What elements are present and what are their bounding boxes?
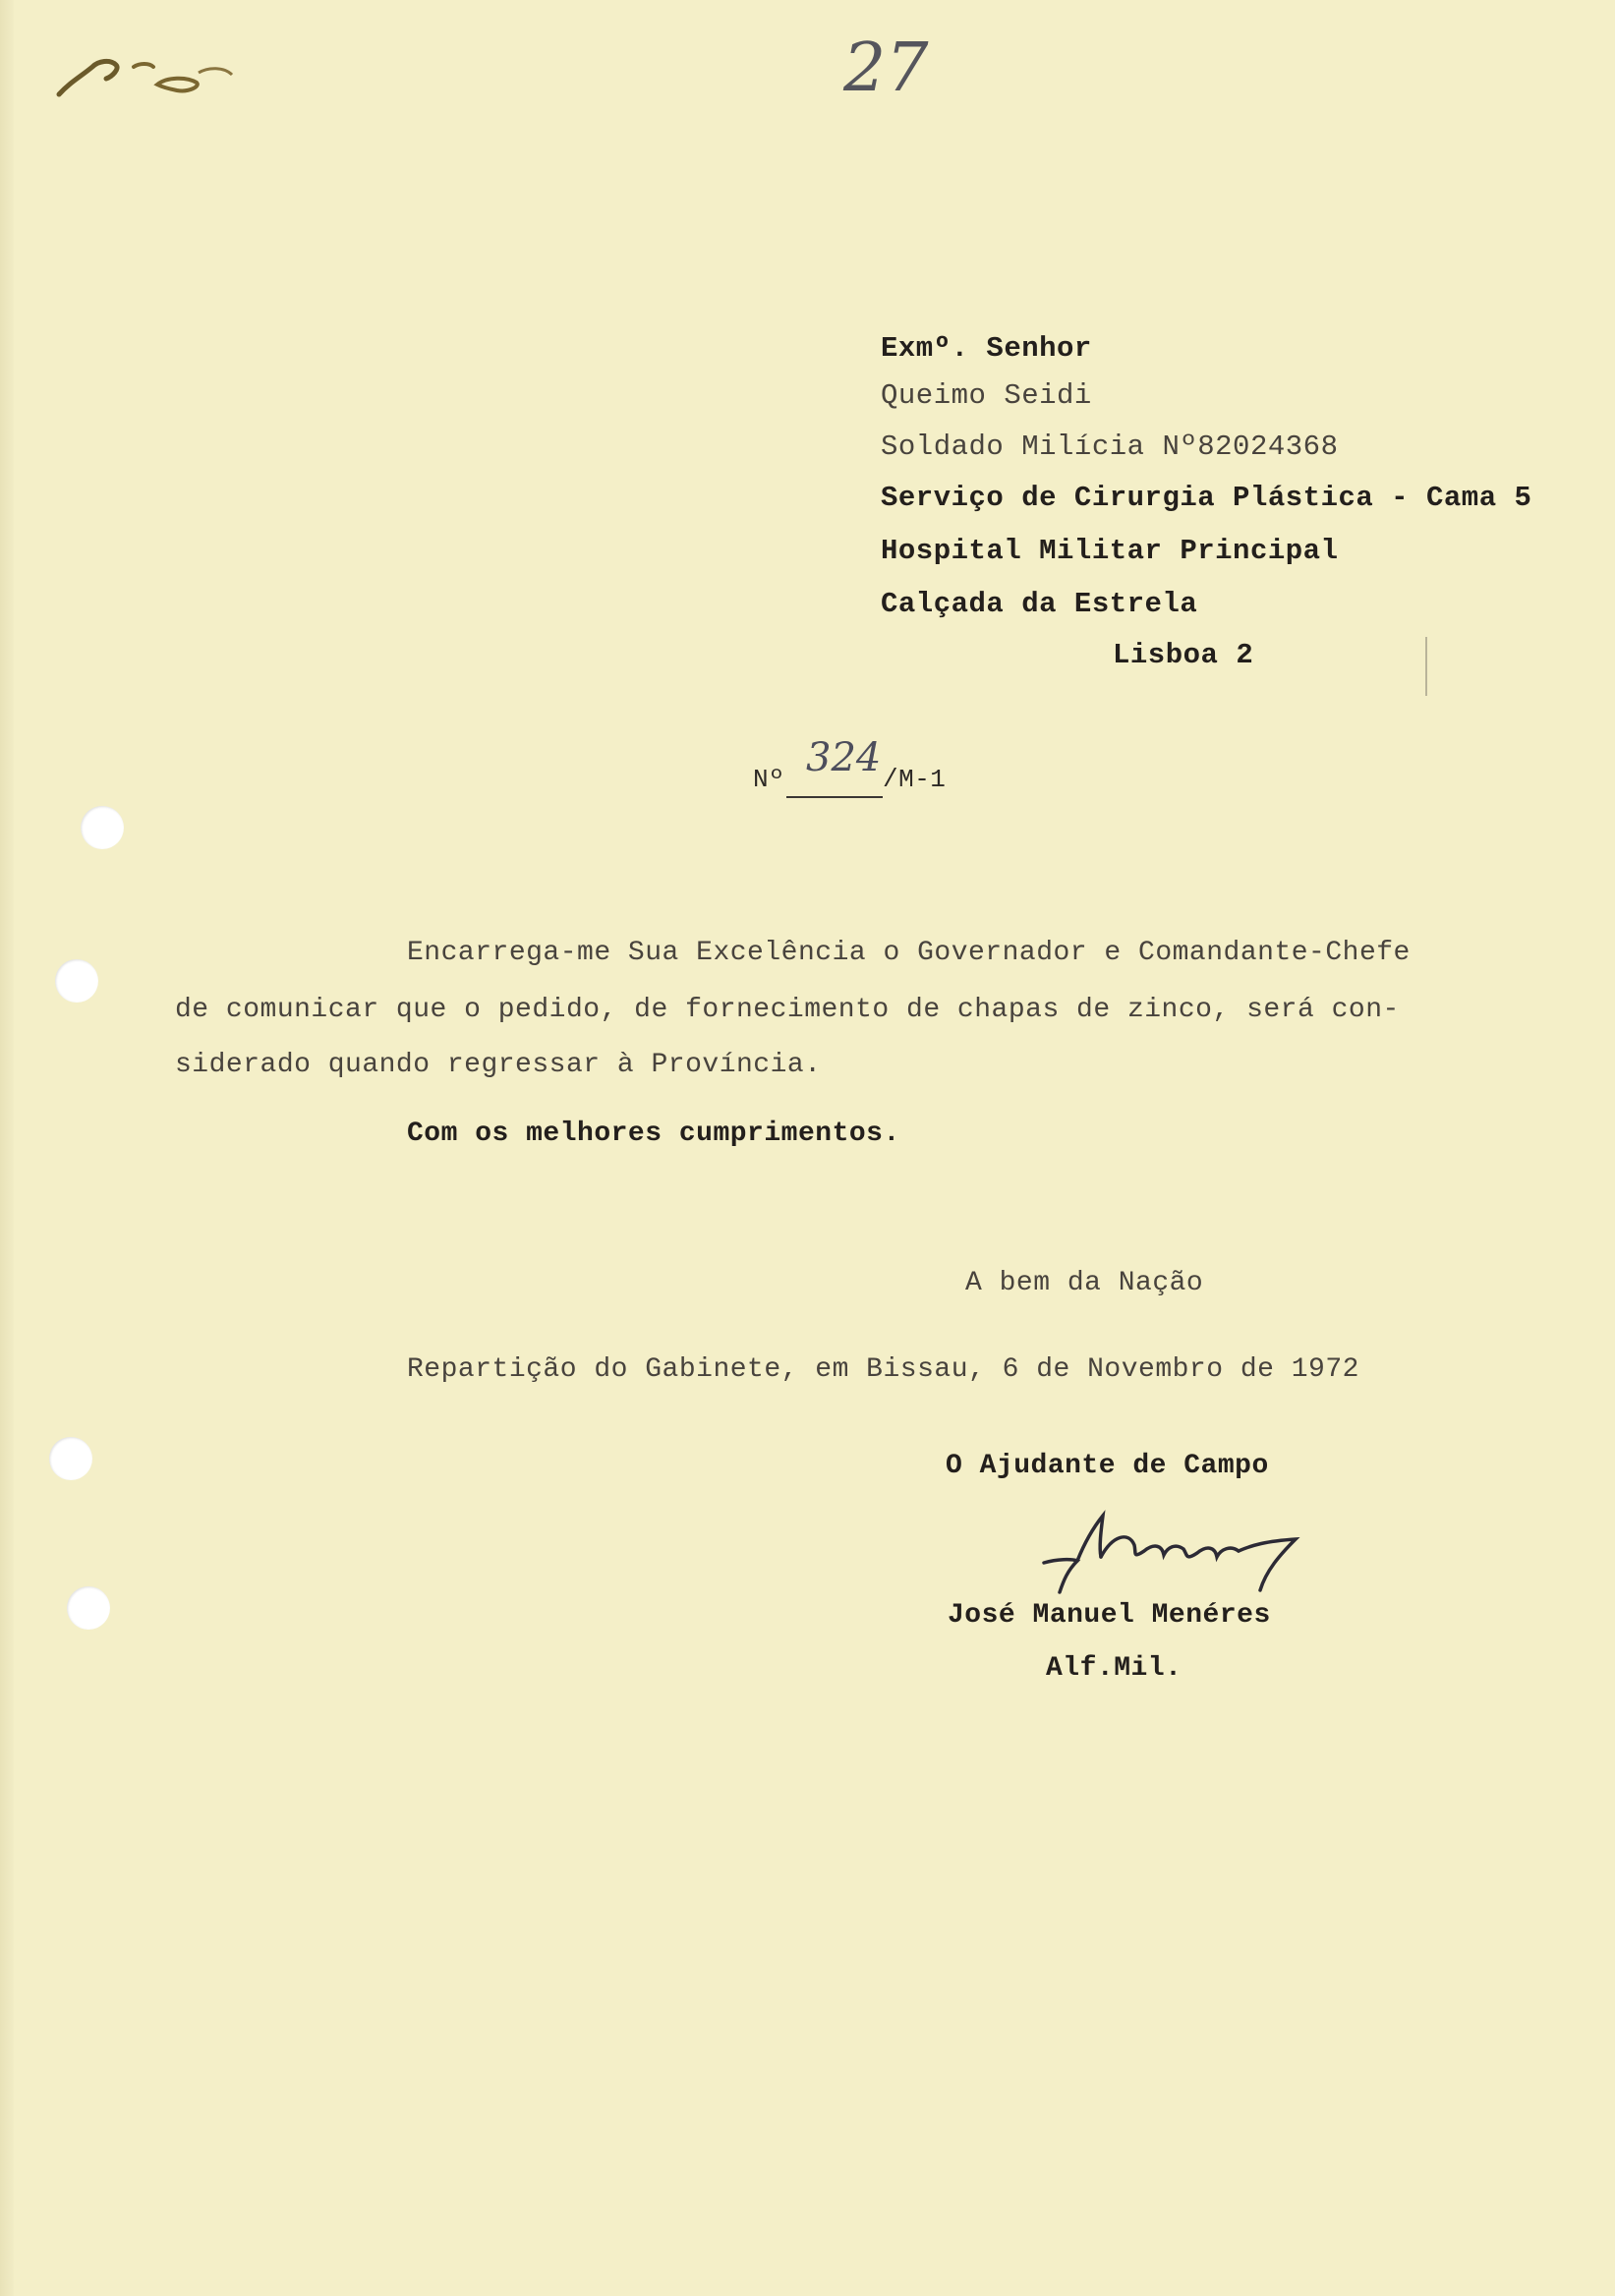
paper-mark [1425, 637, 1427, 696]
reference-suffix: /M-1 [883, 765, 947, 794]
body-line-1: Encarrega-me Sua Excelência o Governador e Comandante-Chefe [407, 938, 1411, 968]
punch-hole [67, 1586, 110, 1630]
addressee-service: Serviço de Cirurgia Plástica - Cama 5 [881, 482, 1532, 514]
signatory-title: Alf.Mil. [1046, 1653, 1182, 1684]
paper-edge [0, 0, 14, 2296]
page-number: 27 [843, 29, 929, 107]
addressee-rank: Soldado Milícia Nº82024368 [881, 430, 1339, 463]
ink-mark-icon [51, 37, 248, 106]
addressee-city: Lisboa 2 [1113, 639, 1254, 671]
addressee-name: Queimo Seidi [881, 379, 1092, 412]
punch-hole [81, 806, 124, 849]
salutation: Exmº. Senhor [881, 332, 1092, 365]
reference-number: 324 [806, 735, 882, 780]
closing: Com os melhores cumprimentos. [407, 1119, 900, 1149]
handwritten-signature [1038, 1502, 1313, 1600]
punch-hole [55, 959, 98, 1003]
reference-underline [786, 796, 883, 798]
signatory-name: José Manuel Menéres [948, 1600, 1271, 1631]
reference-prefix: Nº [753, 765, 785, 794]
addressee-hospital: Hospital Militar Principal [881, 535, 1339, 567]
signatory-role: O Ajudante de Campo [946, 1451, 1269, 1481]
motto: A bem da Nação [965, 1268, 1204, 1298]
body-line-2: de comunicar que o pedido, de fornecimento de chapas de zinco, será con- [175, 995, 1400, 1025]
addressee-street: Calçada da Estrela [881, 588, 1198, 620]
punch-hole [49, 1437, 92, 1480]
place-date: Repartição do Gabinete, em Bissau, 6 de Novembro de 1972 [407, 1354, 1359, 1385]
body-line-3: siderado quando regressar à Província. [175, 1050, 822, 1080]
